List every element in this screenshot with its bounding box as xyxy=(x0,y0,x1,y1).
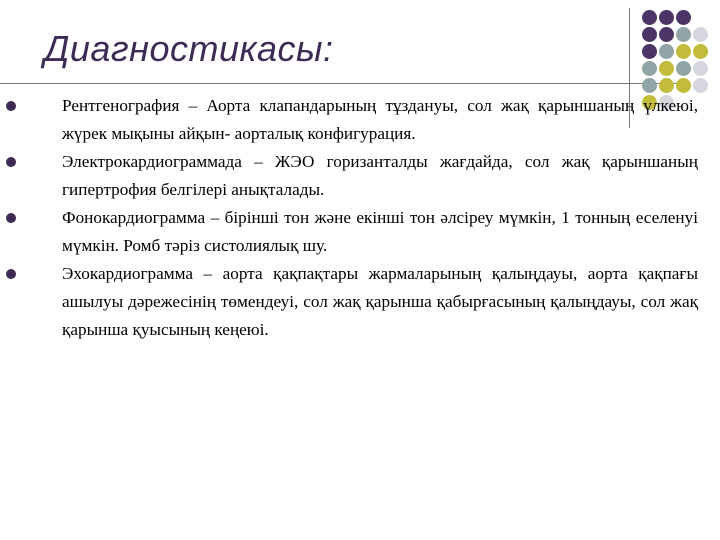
slide-title: Диагностикасы: xyxy=(44,28,334,69)
list-item: Эхокардиограмма – аорта қақпақтары жармаларының қалыңдауы, аорта қақпағы ашылуы дәрежесінің төмендеуі, сол жақ қарынша қабырғасының қалыңдауы, сол жақ қарынша қуысының кеңеюі. xyxy=(62,264,698,339)
bullet-dot-icon xyxy=(6,269,16,279)
bullet-dot-icon xyxy=(6,101,16,111)
list-item: Фонокардиограмма – бірінші тон және екінші тон әлсіреу мүмкін, 1 тонның еселенуі мүмкін. Ромб тәріз систолиялық шу. xyxy=(62,208,698,255)
bullet-dot-icon xyxy=(6,157,16,167)
bullet-dot-icon xyxy=(6,213,16,223)
list-item: Рентгенография – Аорта клапандарының тұздануы, сол жақ қарыншаның үлкеюі, жүрек мықыны айқын- аорталық конфигурация. xyxy=(62,96,698,143)
bullet-list xyxy=(62,92,698,344)
list-item: Электрокардиограммада – ЖЭО горизанталды жағдайда, сол жақ қарыншаның гипертрофия белгілері анықталады. xyxy=(62,152,698,199)
